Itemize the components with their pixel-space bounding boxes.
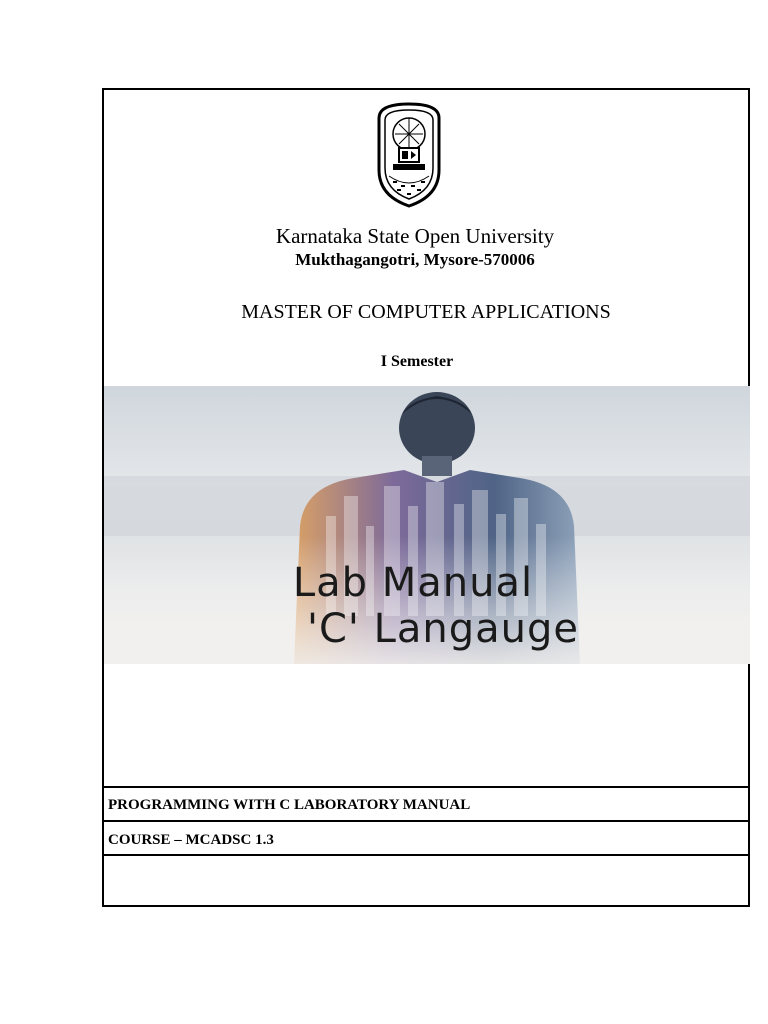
divider-line (102, 820, 750, 822)
university-address: Mukthagangotri, Mysore-570006 (295, 250, 535, 269)
cover-banner-image (104, 386, 750, 664)
banner-title-line2: 'C' Langauge (306, 606, 580, 652)
divider-line (102, 786, 750, 788)
course-code: COURSE – MCADSC 1.3 (108, 832, 274, 848)
divider-line (102, 854, 750, 856)
semester-label: I Semester (380, 353, 454, 370)
banner-title-line1: Lab Manual (292, 560, 534, 606)
university-seal-icon (371, 100, 447, 210)
university-name: Karnataka State Open University (275, 224, 555, 248)
manual-title: PROGRAMMING WITH C LABORATORY MANUAL (108, 797, 471, 813)
program-title: MASTER OF COMPUTER APPLICATIONS (241, 301, 611, 323)
